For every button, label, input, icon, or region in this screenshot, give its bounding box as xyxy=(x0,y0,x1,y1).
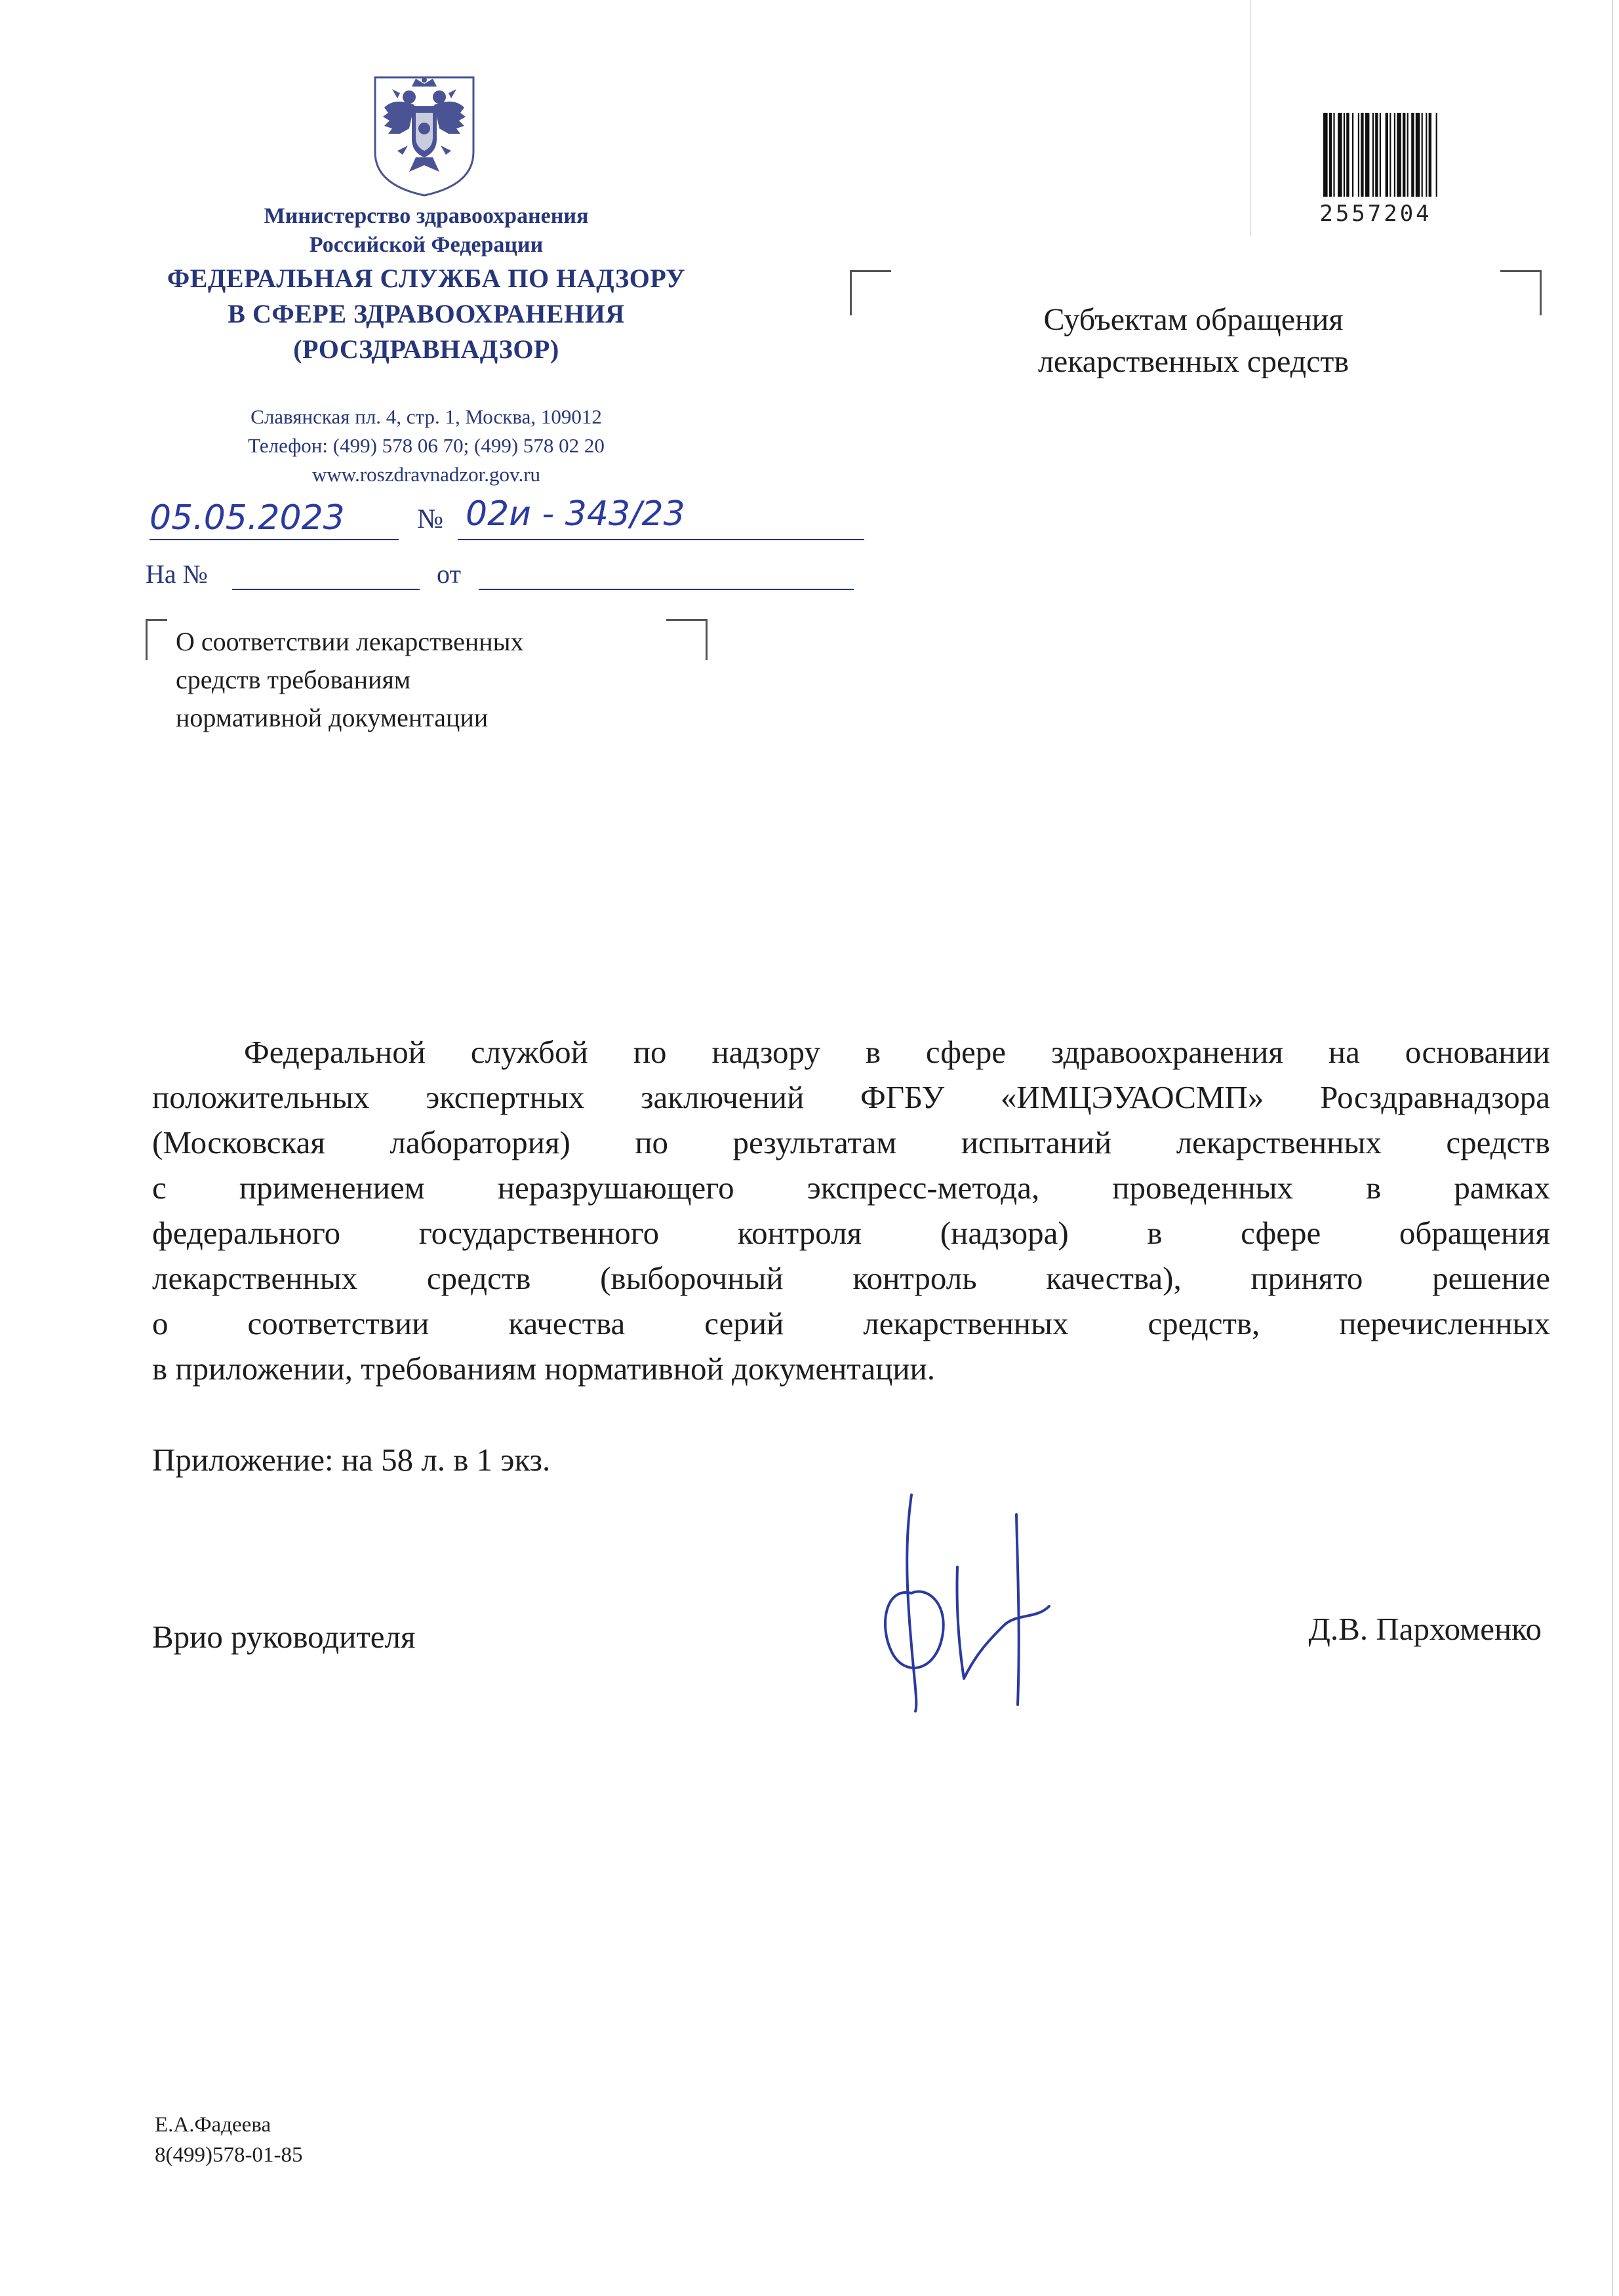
signatory-title: Врио руководителя xyxy=(152,1619,416,1655)
body-word: по xyxy=(635,1124,669,1160)
barcode-bar xyxy=(1346,113,1349,197)
reference-label: На № xyxy=(146,559,208,589)
barcode-bar xyxy=(1422,113,1423,197)
body-word: (выборочный xyxy=(600,1260,784,1296)
executor-phone: 8(499)578-01-85 xyxy=(155,2143,303,2167)
body-word: качества), xyxy=(1046,1260,1182,1296)
handwritten-signature-icon xyxy=(866,1488,1075,1724)
body-word: лекарственных xyxy=(863,1305,1069,1341)
barcode xyxy=(1252,72,1528,236)
body-word: контроль xyxy=(852,1260,977,1296)
body-word: решение xyxy=(1432,1260,1550,1296)
subject-line: О соответствии лекарственных xyxy=(176,627,524,656)
executor-name: Е.А.Фадеева xyxy=(155,2113,271,2137)
body-line xyxy=(152,1075,1550,1120)
body-word: серий xyxy=(704,1305,784,1341)
body-word: в xyxy=(1366,1170,1382,1206)
body-line xyxy=(152,1256,1550,1301)
service-line: В СФЕРЕ ЗДРАВООХРАНЕНИЯ xyxy=(228,299,625,328)
subject-bracket-left xyxy=(146,619,167,660)
body-word: экспертных xyxy=(426,1079,585,1115)
barcode-bar xyxy=(1426,113,1427,197)
body-word: лекарственных xyxy=(152,1260,358,1296)
barcode-bar xyxy=(1386,113,1388,197)
barcode-bar xyxy=(1416,113,1420,197)
body-word: средств xyxy=(1446,1124,1550,1160)
body-word: надзору xyxy=(711,1034,820,1070)
scan-edge xyxy=(1250,0,1251,236)
body-word: экспресс-метода, xyxy=(807,1170,1040,1206)
barcode-bar xyxy=(1344,113,1345,197)
body-word: неразрушающего xyxy=(497,1170,734,1206)
body-word: результатам xyxy=(732,1124,897,1160)
body-word: лаборатория) xyxy=(390,1124,570,1160)
phone-line: Телефон: (499) 578 06 70; (499) 578 02 20 xyxy=(248,434,605,457)
executor-block xyxy=(155,2110,302,2170)
body-word: заключений xyxy=(641,1079,805,1115)
body-word: применением xyxy=(239,1170,425,1206)
service-line: (РОСЗДРАВНАДЗОР) xyxy=(293,334,559,364)
body-word: в xyxy=(1147,1215,1163,1251)
body-word: контроля xyxy=(737,1215,862,1251)
barcode-bar xyxy=(1436,113,1437,197)
service-name xyxy=(125,261,728,367)
ministry-line: Российской Федерации xyxy=(309,233,544,257)
body-word: качества xyxy=(508,1305,626,1341)
barcode-bar xyxy=(1372,113,1374,197)
body-word: о xyxy=(152,1305,169,1341)
registration-line xyxy=(150,494,805,551)
body-word: положительных xyxy=(152,1079,370,1115)
scan-edge xyxy=(1612,0,1613,2296)
reference-from-label: от xyxy=(437,559,461,589)
body-line xyxy=(152,1210,1550,1256)
body-word: (надзора) xyxy=(940,1215,1069,1251)
body-word: основании xyxy=(1405,1034,1550,1070)
body-line xyxy=(152,1301,1550,1346)
signatory-name: Д.В. Пархоменко xyxy=(1308,1611,1542,1647)
ministry-name xyxy=(164,202,689,260)
ministry-line: Министерство здравоохранения xyxy=(264,204,589,228)
body-word: федерального xyxy=(152,1215,341,1251)
body-word: средств, xyxy=(1148,1305,1260,1341)
body-word: проведенных xyxy=(1112,1170,1294,1206)
barcode-bar xyxy=(1365,113,1370,197)
registration-date: 05.05.2023 xyxy=(150,498,345,538)
body-word: средств xyxy=(426,1260,531,1296)
body-word: сфере xyxy=(1241,1215,1321,1251)
barcode-number: 2557204 xyxy=(1319,201,1432,227)
service-line: ФЕДЕРАЛЬНАЯ СЛУЖБА ПО НАДЗОРУ xyxy=(167,264,686,293)
address-block xyxy=(170,403,682,489)
body-word: Федеральной xyxy=(244,1034,426,1070)
barcode-bar xyxy=(1411,113,1414,197)
body-word: сфере xyxy=(925,1034,1007,1070)
addressee-block xyxy=(931,299,1456,383)
body-line xyxy=(152,1165,1550,1210)
barcode-bar xyxy=(1375,113,1378,197)
barcode-bar xyxy=(1403,113,1405,197)
barcode-bar xyxy=(1352,113,1353,197)
body-word: на xyxy=(1328,1034,1360,1070)
body-word: «ИМЦЭУАОСМП» xyxy=(1000,1079,1264,1115)
website-line: www.roszdravnadzor.gov.ru xyxy=(311,463,541,486)
reference-line xyxy=(146,559,723,598)
body-word: с xyxy=(152,1170,167,1206)
body-word: рамках xyxy=(1454,1170,1550,1206)
barcode-bar xyxy=(1397,113,1401,197)
barcode-bar xyxy=(1380,113,1381,197)
barcode-bar xyxy=(1358,113,1359,197)
body-line: в приложении, требованиям нормативной документации. xyxy=(152,1351,936,1387)
letter-body xyxy=(152,1029,1550,1391)
addressee-line: лекарственных средств xyxy=(1037,344,1349,379)
subject-line: средств требованиям xyxy=(176,665,411,694)
body-word: Росздравнадзора xyxy=(1320,1079,1550,1115)
body-word: обращения xyxy=(1399,1215,1550,1251)
barcode-bar xyxy=(1407,113,1409,197)
number-sign: № xyxy=(417,504,444,534)
body-word: (Московская xyxy=(152,1124,325,1160)
body-word: испытаний xyxy=(961,1124,1112,1160)
barcode-bar xyxy=(1338,113,1342,197)
russian-coat-of-arms-icon xyxy=(369,73,480,198)
addressee-bracket-right xyxy=(1500,270,1542,315)
barcode-bar xyxy=(1333,113,1334,197)
body-word: ФГБУ xyxy=(860,1079,945,1115)
body-word: перечисленных xyxy=(1339,1305,1550,1341)
body-word: службой xyxy=(470,1034,588,1070)
attachment-note: Приложение: на 58 л. в 1 экз. xyxy=(152,1442,551,1478)
barcode-bar xyxy=(1323,113,1328,197)
barcode-bar xyxy=(1389,113,1391,197)
barcode-bars xyxy=(1323,113,1468,197)
barcode-bar xyxy=(1329,113,1332,197)
body-line xyxy=(152,1029,1550,1075)
address-line: Славянская пл. 4, стр. 1, Москва, 109012 xyxy=(250,405,602,428)
subject-block xyxy=(176,623,766,737)
body-word: по xyxy=(633,1034,667,1070)
body-word: здравоохранения xyxy=(1050,1034,1283,1070)
body-word: государственного xyxy=(418,1215,660,1251)
barcode-bar xyxy=(1429,113,1431,197)
addressee-line: Субъектам обращения xyxy=(1043,302,1344,337)
body-word: соответствии xyxy=(247,1305,430,1341)
barcode-bar xyxy=(1361,113,1363,197)
subject-line: нормативной документации xyxy=(176,703,489,732)
body-line xyxy=(152,1120,1550,1165)
registration-number: 02и - 343/23 xyxy=(466,494,685,534)
barcode-bar xyxy=(1394,113,1395,197)
body-word: лекарственных xyxy=(1176,1124,1382,1160)
body-word: принято xyxy=(1250,1260,1363,1296)
addressee-bracket-left xyxy=(850,270,891,315)
body-word: в xyxy=(865,1034,881,1070)
